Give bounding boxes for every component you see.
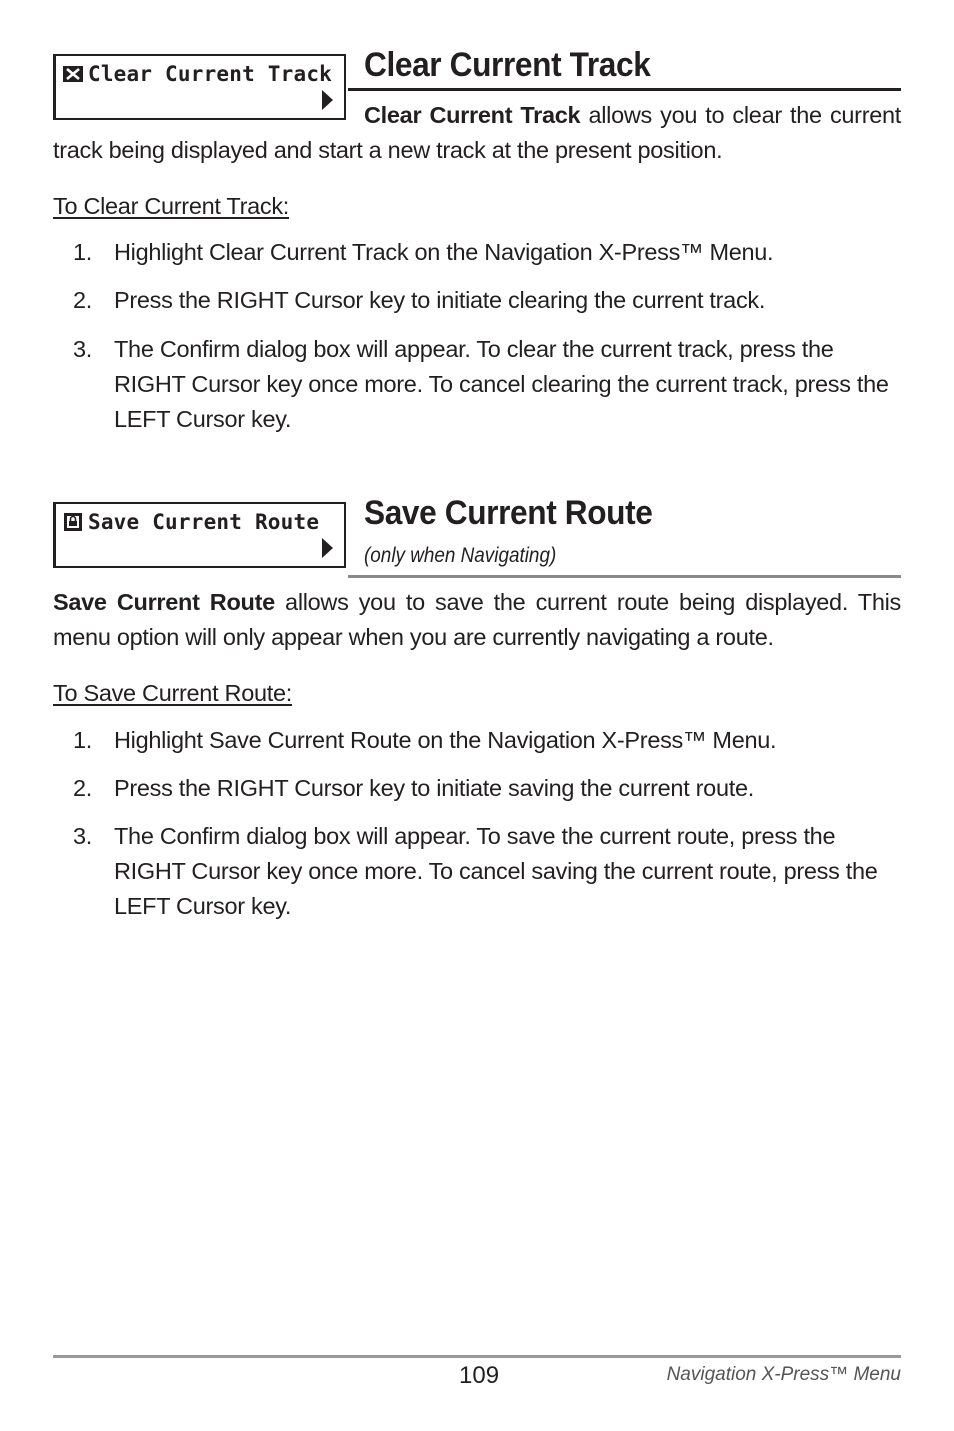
description-text: allows you to clear the current track being displayed and start a new track at the present position.	[53, 102, 902, 163]
step-text: Press the RIGHT Cursor key to initiate clearing the current track.	[114, 287, 766, 313]
description-text: allows you to save the current route being displayed. This menu option will only appear when you are currently navigating a route.	[53, 589, 901, 650]
step-number: 2.	[73, 775, 92, 801]
procedure-step	[73, 819, 901, 924]
save-current-route-description	[53, 585, 901, 655]
step-number: 2.	[73, 287, 92, 313]
step-text: Highlight Clear Current Track on the Navigation X-Press™ Menu.	[114, 239, 774, 265]
procedure-heading: To Save Current Route:	[53, 680, 292, 706]
step-text: Press the RIGHT Cursor key to initiate saving the current route.	[114, 775, 754, 801]
clear-track-icon	[62, 63, 84, 85]
procedure-heading: To Clear Current Track:	[53, 193, 290, 219]
section-title-clear-current-track: Clear Current Track	[364, 46, 651, 84]
footer-rule	[53, 1355, 901, 1358]
step-number: 3.	[73, 336, 92, 362]
section-title-rule	[348, 88, 901, 91]
step-number: 1.	[73, 727, 92, 753]
section-title-rule	[348, 575, 901, 578]
clear-current-track-description	[53, 98, 901, 168]
step-text: The Confirm dialog box will appear. To clear the current track, press the RIGHT Cursor key once more. To cancel clearing the current track, press the LEFT Cursor key.	[114, 336, 889, 432]
menu-label-clear-current-track: Clear Current Track	[88, 62, 333, 86]
step-text: The Confirm dialog box will appear. To save the current route, press the RIGHT Cursor key once more. To cancel saving the current route, press the LEFT Cursor key.	[114, 823, 878, 919]
description-bold-term: Save Current Route	[53, 589, 275, 615]
menu-label-save-current-route: Save Current Route	[88, 510, 320, 534]
procedure-step	[73, 235, 901, 270]
save-current-route-menu-image	[53, 502, 346, 568]
footer-section-name: Navigation X-Press™ Menu	[666, 1364, 901, 1385]
section-availability-note: (only when Navigating)	[364, 544, 557, 567]
procedure-step	[73, 332, 901, 437]
description-bold-term: Clear Current Track	[364, 102, 581, 128]
step-text: Highlight Save Current Route on the Navigation X-Press™ Menu.	[114, 727, 777, 753]
procedure-step	[73, 283, 901, 318]
save-route-icon	[62, 511, 84, 533]
step-number: 3.	[73, 823, 92, 849]
step-number: 1.	[73, 239, 92, 265]
page-number: 109	[459, 1362, 500, 1389]
procedure-step	[73, 771, 901, 806]
section-title-save-current-route: Save Current Route	[364, 494, 653, 532]
right-arrow-icon	[320, 537, 334, 559]
procedure-step	[73, 723, 901, 758]
